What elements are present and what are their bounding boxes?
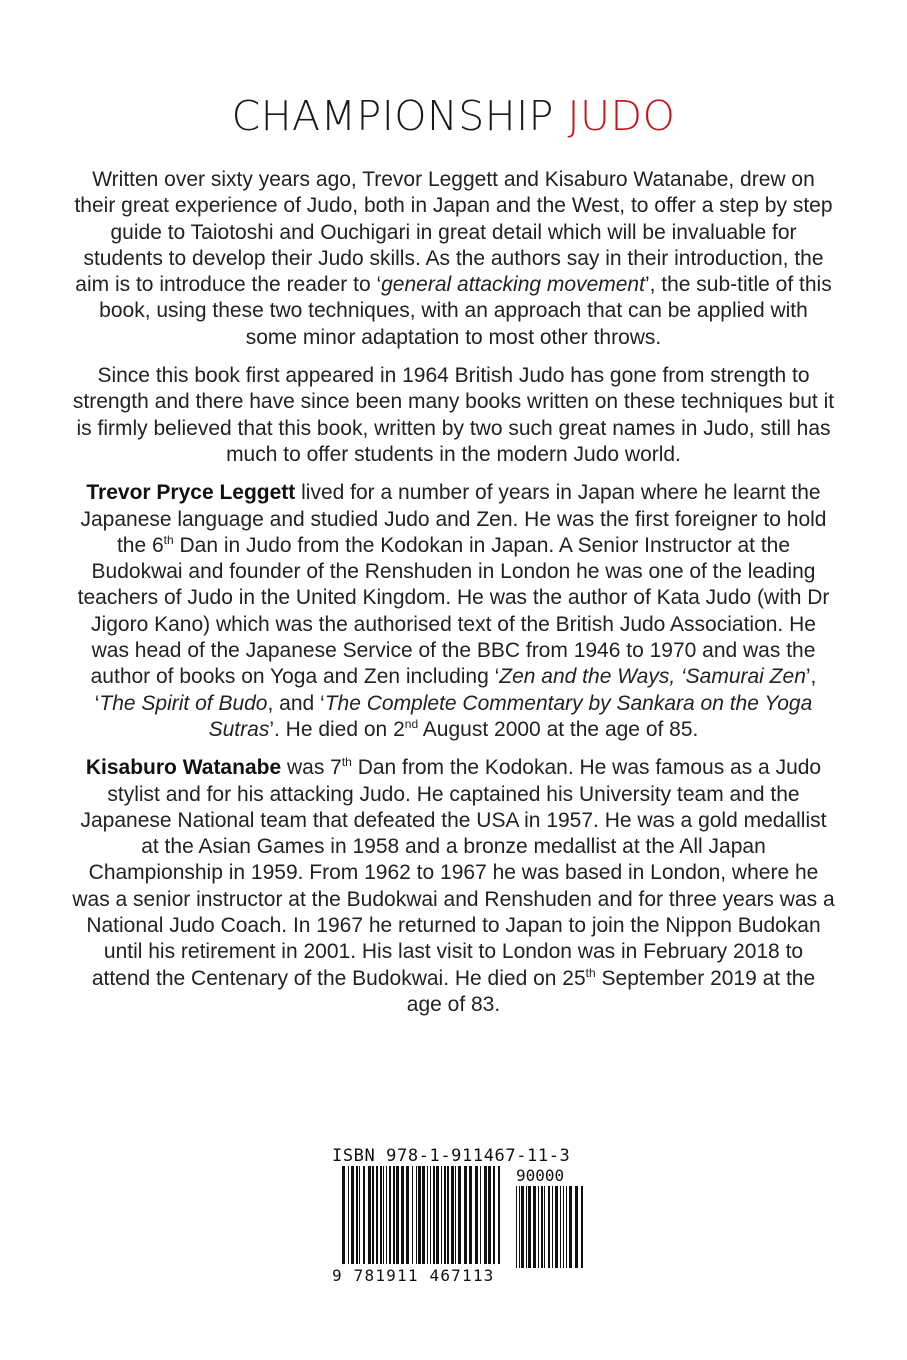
ean-digits: 9 781911 467113 — [332, 1266, 495, 1285]
barcode-bar — [521, 1186, 524, 1268]
barcode-bar — [581, 1186, 583, 1268]
barcode-bar — [422, 1166, 425, 1264]
isbn-label: ISBN 978-1-911467-11-3 — [332, 1146, 571, 1166]
barcode-bar — [533, 1186, 536, 1268]
barcode-bar — [566, 1186, 567, 1268]
barcode-bar — [560, 1186, 561, 1268]
barcode-bar — [368, 1166, 371, 1264]
barcode-bar — [516, 1186, 517, 1268]
barcode-bar — [433, 1166, 435, 1264]
barcode-bar — [348, 1166, 349, 1264]
barcode-bar — [451, 1166, 454, 1264]
title-main: CHAMPIONSHIP — [231, 92, 568, 140]
barcode-bar — [441, 1166, 442, 1264]
barcode-bar — [469, 1166, 472, 1264]
barcode-bar — [555, 1186, 558, 1268]
author-name-leggett: Trevor Pryce Leggett — [86, 481, 296, 505]
barcode-bar — [447, 1166, 449, 1264]
barcode-bar — [356, 1166, 358, 1264]
barcode-bar — [430, 1166, 431, 1264]
title-accent: JUDO — [567, 92, 676, 140]
book-title — [0, 92, 907, 140]
barcode-bar — [427, 1166, 428, 1264]
barcode-bar — [563, 1186, 564, 1268]
barcode-bar — [475, 1166, 478, 1264]
barcode-bar — [575, 1186, 578, 1268]
barcode-bar — [480, 1166, 481, 1264]
barcode-bar — [498, 1166, 500, 1264]
barcode-bar — [436, 1166, 439, 1264]
barcode-bar — [416, 1166, 417, 1264]
barcode-bar — [406, 1166, 409, 1264]
barcode-bar — [528, 1186, 531, 1268]
barcode-bar — [363, 1166, 365, 1264]
barcode-bar — [484, 1166, 487, 1264]
barcode-bar — [359, 1166, 360, 1264]
barcode-bar — [552, 1186, 553, 1268]
barcode-bar — [548, 1186, 550, 1268]
barcode-bar — [458, 1166, 461, 1264]
barcode-bar — [383, 1166, 384, 1264]
watanabe-bio-paragraph: Kisaburo Watanabe was 7th Dan from the Kodokan. He was famous as a Judo stylist and for his attacking Judo. He captained his University team and the Japanese National team that defeated the USA in 1957. He was a gold medallist at the Asian Games in 1958 and a bronze medallist at the All Japan Championship in 1959. From 1962 to 1967 he was based in London, where he was a senior instructor at the Budokwai and Renshuden and for three years was a National Judo Coach. In 1967 he returned to Japan to join the Nippon Budokan until his retirement in 2001. His last visit to London was in February 2018 to attend the Centenary of the Budokwai. He died on 25th September 2019 at the age of 83. — [72, 755, 835, 1016]
barcode-bar — [444, 1166, 446, 1264]
barcode-bar — [412, 1166, 413, 1264]
barcode-bar — [541, 1186, 543, 1268]
barcode-bar — [393, 1166, 395, 1264]
barcode-bar — [342, 1166, 345, 1264]
barcode-bar — [488, 1166, 491, 1264]
barcode-bar — [569, 1186, 572, 1268]
barcode-bar — [418, 1166, 421, 1264]
barcode-bar — [380, 1166, 382, 1264]
isbn-barcode — [332, 1146, 592, 1288]
barcode-bar — [544, 1186, 545, 1268]
intro-paragraph: Written over sixty years ago, Trevor Leggett and Kisaburo Watanabe, drew on their great experience of Judo, both in Japan and the West, to offer a step by step guide to Taiotoshi and Ouchigari in great detail which will be invaluable for students to develop their Judo skills. As the authors say in their introduction, the aim is to introduce the reader to ‘general attacking movement’, the sub-title of this book, using these two techniques, with an approach that can be applied with some minor adaptation to most other throws. — [74, 168, 833, 349]
barcode-bar — [386, 1166, 387, 1264]
back-cover-text — [72, 167, 835, 1030]
barcode-bar — [519, 1186, 520, 1268]
leggett-bio-paragraph: Trevor Pryce Leggett lived for a number of years in Japan where he learnt the Japanese language and studied Judo and Zen. He was the first foreigner to hold the 6th Dan in Judo from the Kodokan in Japan. A Senior Instructor at the Budokwai and founder of the Renshuden in London he was one of the leading teachers of Judo in the United Kingdom. He was the author of Kata Judo (with Dr Jigoro Kano) which was the authorised text of the British Judo Association. He was head of the Japanese Service of the BBC from 1946 to 1970 and was the author of books on Yoga and Zen including ‘Zen and the Ways, ‘Samurai Zen’, ‘The Spirit of Budo, and ‘The Complete Commentary by Sankara on the Yoga Sutras’. He died on 2nd August 2000 at the age of 85. — [77, 481, 830, 741]
barcode-bar — [396, 1166, 399, 1264]
barcode-bar — [493, 1166, 495, 1264]
author-name-watanabe: Kisaburo Watanabe — [85, 756, 282, 780]
barcode-bar — [401, 1166, 404, 1264]
barcode-bar — [455, 1166, 456, 1264]
addon-code: 90000 — [516, 1166, 565, 1185]
barcode-bar — [351, 1166, 354, 1264]
barcode-bar — [372, 1166, 374, 1264]
barcode-bar — [526, 1186, 527, 1268]
barcode-bar — [538, 1186, 539, 1268]
barcode-bar — [376, 1166, 378, 1264]
barcode-bar — [389, 1166, 391, 1264]
barcode-bar — [464, 1166, 467, 1264]
history-paragraph: Since this book first appeared in 1964 British Judo has gone from strength to strength and there have since been many books written on these techniques but it is firmly believed that this book, written by two such great names in Judo, still has much to offer students in the modern Judo world. — [72, 364, 835, 466]
